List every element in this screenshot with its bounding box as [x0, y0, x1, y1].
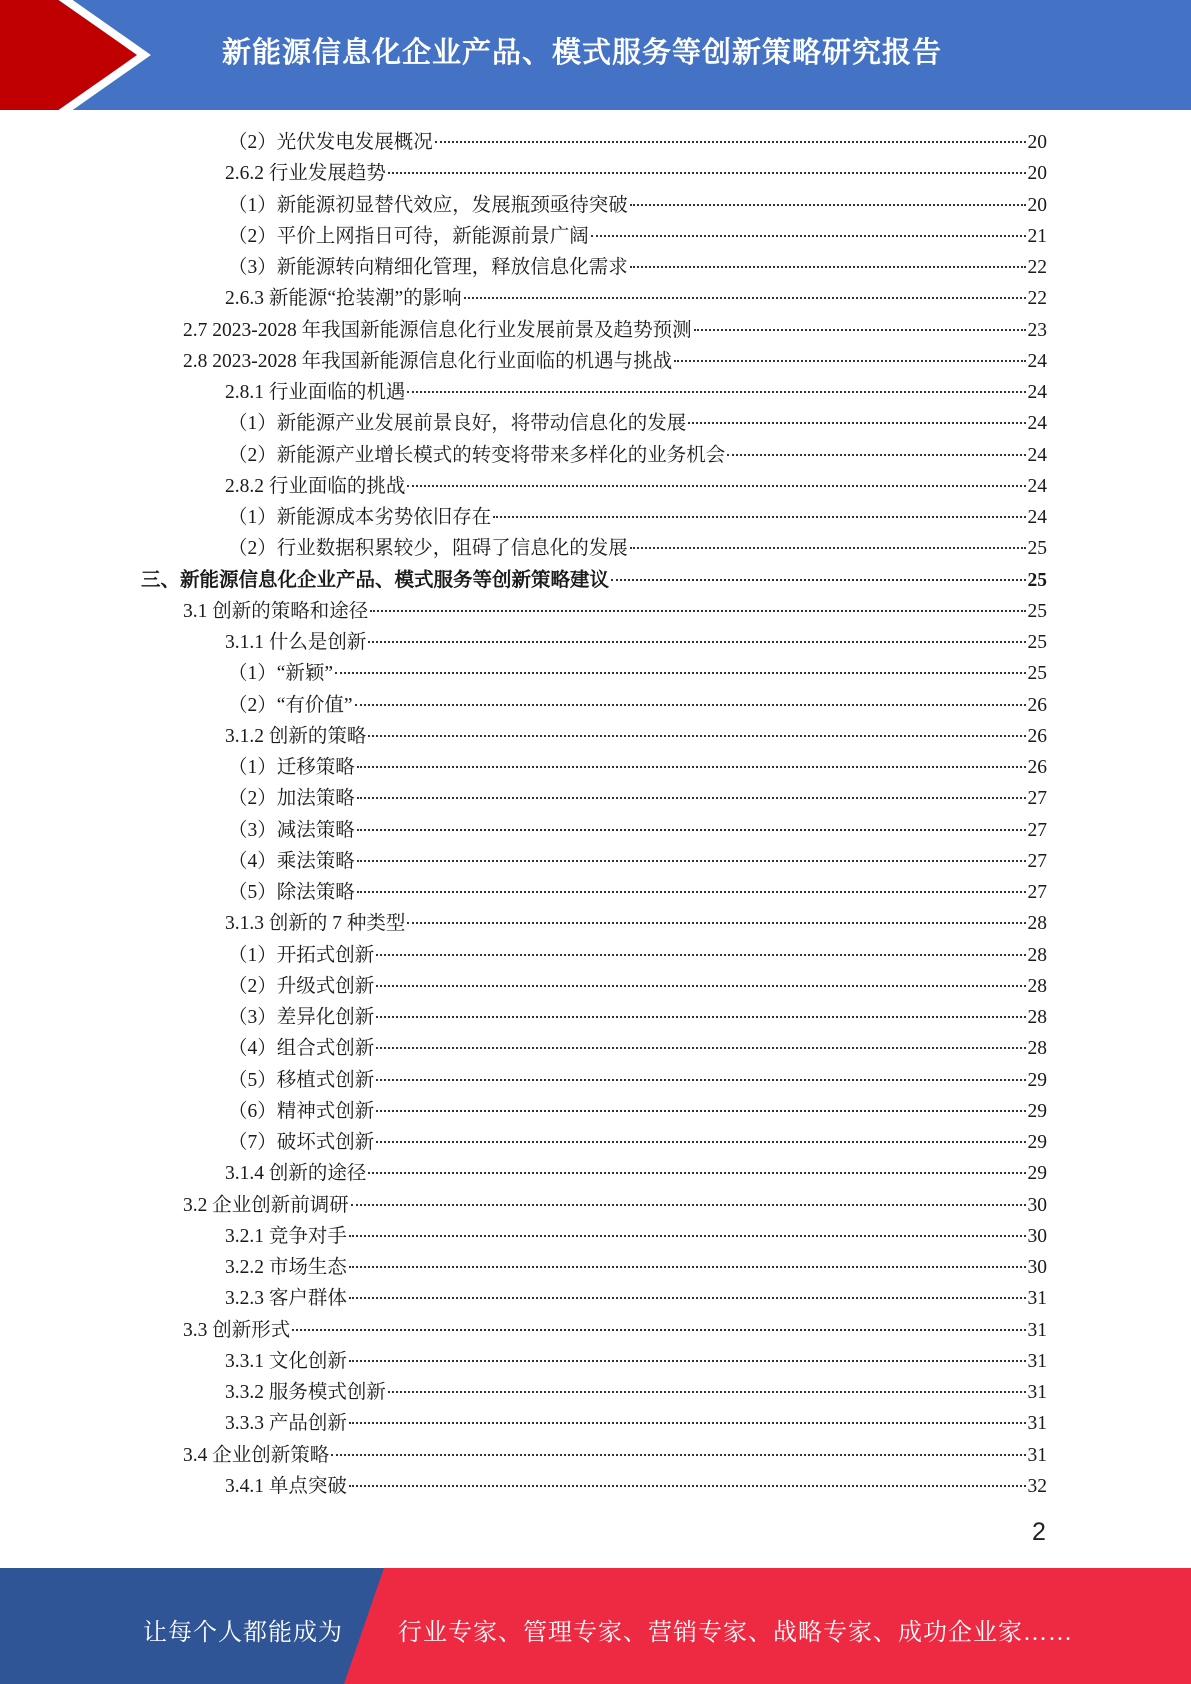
toc-entry-label: （2）新能源产业增长模式的转变将带来多样化的业务机会 — [228, 444, 726, 466]
toc-entry[interactable] — [0, 752, 1191, 783]
toc-dot-leader — [355, 704, 1026, 706]
toc-entry-page: 27 — [1027, 788, 1047, 810]
toc-dot-leader — [435, 141, 1026, 143]
toc-entry-label: （3）差异化创新 — [228, 1007, 375, 1028]
toc-entry-page: 32 — [1027, 1475, 1047, 1497]
toc-entry-label: （4）乘法策略 — [228, 850, 355, 872]
toc-dot-leader — [335, 672, 1025, 674]
toc-entry-page: 28 — [1027, 975, 1047, 997]
toc-entry[interactable] — [0, 627, 1191, 658]
toc-entry[interactable] — [0, 190, 1191, 221]
toc-entry-label: （6）精神式创新 — [228, 1100, 375, 1122]
toc-entry-label: （1）开拓式创新 — [228, 944, 375, 966]
toc-entry-page: 28 — [1027, 944, 1047, 966]
toc-entry[interactable] — [0, 1002, 1191, 1033]
page-footer — [0, 1568, 1191, 1684]
toc-dot-leader — [357, 860, 1026, 862]
toc-entry-page: 29 — [1027, 1163, 1047, 1185]
toc-entry-label: 3.1.4 创新的途径 — [225, 1163, 367, 1185]
toc-entry-page: 31 — [1027, 1444, 1047, 1466]
toc-entry-page: 27 — [1027, 882, 1047, 903]
toc-entry[interactable] — [0, 877, 1191, 908]
toc-entry-label: （1）新能源产业发展前景良好，将带动信息化的发展 — [228, 413, 687, 435]
toc-entry-label: （1）新能源初显替代效应，发展瓶颈亟待突破 — [228, 194, 628, 216]
toc-dot-leader — [630, 266, 1026, 268]
toc-entry[interactable] — [0, 346, 1191, 377]
toc-entry[interactable] — [0, 1221, 1191, 1252]
toc-dot-leader — [611, 579, 1025, 581]
toc-entry-label: （7）破坏式创新 — [228, 1132, 375, 1153]
toc-entry[interactable] — [0, 815, 1191, 846]
toc-entry-label: （2）光伏发电发展概况 — [228, 132, 433, 153]
toc-entry[interactable] — [0, 440, 1191, 471]
toc-entry-label: （3）新能源转向精细化管理，释放信息化需求 — [228, 257, 628, 278]
toc-entry[interactable] — [0, 846, 1191, 877]
toc-dot-leader — [727, 454, 1025, 456]
toc-entry[interactable] — [0, 252, 1191, 283]
toc-entry-label: 3.2.2 市场生态 — [225, 1257, 347, 1278]
toc-entry-page: 25 — [1027, 538, 1047, 560]
toc-entry-page: 23 — [1027, 319, 1047, 341]
toc-entry-label: 三、新能源信息化企业产品、模式服务等创新策略建议 — [141, 569, 610, 591]
toc-entry-page: 20 — [1027, 163, 1047, 185]
chevron-arrow-icon — [0, 0, 160, 110]
toc-entry[interactable] — [0, 658, 1191, 689]
toc-entry[interactable] — [0, 471, 1191, 502]
toc-entry[interactable] — [0, 1127, 1191, 1158]
toc-entry-label: （4）组合式创新 — [228, 1038, 375, 1060]
toc-entry-label: （2）升级式创新 — [228, 975, 375, 997]
toc-entry[interactable] — [0, 127, 1191, 158]
toc-dot-leader — [357, 829, 1026, 831]
toc-dot-leader — [376, 1110, 1025, 1112]
toc-entry-page: 20 — [1027, 194, 1047, 216]
toc-entry[interactable] — [0, 1252, 1191, 1283]
toc-entry-page: 31 — [1027, 1288, 1047, 1310]
toc-entry-page: 31 — [1027, 1350, 1047, 1372]
toc-dot-leader — [349, 1266, 1026, 1268]
toc-entry-label: 2.8 2023-2028 年我国新能源信息化行业面临的机遇与挑战 — [183, 350, 673, 372]
toc-entry-page: 24 — [1027, 444, 1047, 466]
toc-entry-label: 3.4 企业创新策略 — [183, 1444, 330, 1466]
toc-entry[interactable] — [0, 1377, 1191, 1408]
toc-dot-leader — [407, 391, 1025, 393]
toc-entry-page: 22 — [1027, 257, 1047, 278]
footer-slogan-left: 让每个人都能成为 — [143, 1620, 343, 1646]
toc-entry-label: 2.8.1 行业面临的机遇 — [225, 382, 406, 403]
toc-dot-leader — [368, 641, 1025, 643]
toc-entry-label: 3.3 创新形式 — [183, 1319, 291, 1341]
toc-entry-label: 2.8.2 行业面临的挑战 — [225, 475, 406, 497]
toc-dot-leader — [688, 422, 1025, 424]
toc-entry-page: 26 — [1027, 725, 1047, 747]
toc-entry[interactable] — [0, 1065, 1191, 1096]
toc-entry[interactable] — [0, 1471, 1191, 1502]
page-number: 2 — [1032, 1518, 1046, 1546]
toc-entry-page: 30 — [1027, 1257, 1047, 1278]
toc-entry-label: 3.2.3 客户群体 — [225, 1288, 347, 1310]
toc-dot-leader — [368, 735, 1025, 737]
toc-entry[interactable] — [0, 971, 1191, 1002]
toc-dot-leader — [349, 1235, 1026, 1237]
toc-entry[interactable] — [0, 908, 1191, 939]
toc-entry-label: 2.7 2023-2028 年我国新能源信息化行业发展前景及趋势预测 — [183, 319, 692, 341]
toc-entry-label: （2）“有价值” — [228, 694, 353, 716]
toc-dot-leader — [493, 516, 1025, 518]
toc-entry-label: 2.6.3 新能源“抢装潮”的影响 — [225, 288, 462, 310]
toc-entry[interactable] — [0, 1346, 1191, 1377]
toc-dot-leader — [368, 1172, 1025, 1174]
toc-entry-label: （5）移植式创新 — [228, 1069, 375, 1091]
toc-entry[interactable] — [0, 565, 1191, 596]
toc-entry[interactable] — [0, 533, 1191, 564]
toc-dot-leader — [407, 922, 1025, 924]
toc-dot-leader — [357, 766, 1026, 768]
toc-dot-leader — [630, 547, 1026, 549]
toc-entry-page: 21 — [1027, 225, 1047, 247]
toc-entry-page: 31 — [1027, 1382, 1047, 1403]
toc-entry-label: 2.6.2 行业发展趋势 — [225, 163, 386, 185]
toc-dot-leader — [376, 1141, 1025, 1143]
toc-dot-leader — [349, 1422, 1026, 1424]
toc-entry-label: 3.3.2 服务模式创新 — [225, 1382, 386, 1403]
toc-entry-label: （1）迁移策略 — [228, 757, 355, 778]
toc-entry[interactable] — [0, 158, 1191, 189]
toc-entry-page: 24 — [1027, 507, 1047, 528]
toc-dot-leader — [591, 235, 1026, 237]
toc-entry-label: 3.3.1 文化创新 — [225, 1350, 347, 1372]
toc-entry-label: （3）减法策略 — [228, 819, 355, 841]
toc-entry-label: 3.1.1 什么是创新 — [225, 632, 367, 653]
toc-entry-page: 22 — [1027, 288, 1047, 310]
toc-entry[interactable] — [0, 502, 1191, 533]
toc-entry-page: 24 — [1027, 413, 1047, 435]
toc-entry[interactable] — [0, 1408, 1191, 1439]
toc-entry-page: 31 — [1027, 1413, 1047, 1435]
toc-entry-page: 29 — [1027, 1100, 1047, 1122]
toc-entry-label: 3.3.3 产品创新 — [225, 1413, 347, 1435]
toc-dot-leader — [407, 485, 1025, 487]
toc-dot-leader — [630, 204, 1026, 206]
toc-entry-page: 24 — [1027, 475, 1047, 497]
toc-entry-page: 27 — [1027, 850, 1047, 872]
toc-dot-leader — [376, 985, 1025, 987]
toc-entry-label: 3.2.1 竞争对手 — [225, 1225, 347, 1247]
toc-entry[interactable] — [0, 721, 1191, 752]
toc-entry-label: （2）行业数据积累较少，阻碍了信息化的发展 — [228, 538, 628, 560]
toc-entry-label: （1）新能源成本劣势依旧存在 — [228, 507, 492, 528]
toc-entry-page: 25 — [1027, 663, 1047, 685]
toc-dot-leader — [464, 297, 1026, 299]
toc-dot-leader — [376, 1016, 1025, 1018]
toc-entry-label: （1）“新颖” — [228, 663, 334, 685]
toc-dot-leader — [674, 360, 1025, 362]
toc-entry-page: 25 — [1027, 600, 1047, 622]
toc-entry[interactable] — [0, 315, 1191, 346]
toc-entry-label: 3.1 创新的策略和途径 — [183, 600, 369, 622]
toc-entry-page: 30 — [1027, 1225, 1047, 1247]
toc-entry[interactable] — [0, 940, 1191, 971]
toc-entry-page: 25 — [1027, 632, 1047, 653]
toc-entry-page: 25 — [1027, 569, 1047, 591]
toc-entry[interactable] — [0, 690, 1191, 721]
toc-entry-label: 3.1.3 创新的 7 种类型 — [225, 913, 406, 935]
toc-entry[interactable] — [0, 783, 1191, 814]
toc-entry[interactable] — [0, 221, 1191, 252]
toc-dot-leader — [370, 610, 1025, 612]
toc-dot-leader — [376, 1079, 1025, 1081]
toc-entry[interactable] — [0, 596, 1191, 627]
toc-entry-page: 30 — [1027, 1194, 1047, 1216]
toc-dot-leader — [331, 1454, 1025, 1456]
toc-entry[interactable] — [0, 283, 1191, 314]
toc-dot-leader — [694, 329, 1026, 331]
toc-entry-page: 27 — [1027, 819, 1047, 841]
toc-entry-page: 26 — [1027, 757, 1047, 778]
toc-dot-leader — [357, 891, 1026, 893]
toc-entry-page: 29 — [1027, 1132, 1047, 1153]
toc-entry[interactable] — [0, 1440, 1191, 1471]
toc-entry-label: 3.4.1 单点突破 — [225, 1475, 347, 1497]
toc-entry-page: 28 — [1027, 1007, 1047, 1028]
toc-entry-page: 24 — [1027, 382, 1047, 403]
toc-entry[interactable] — [0, 1190, 1191, 1221]
toc-entry[interactable] — [0, 1283, 1191, 1314]
toc-entry-label: 3.1.2 创新的策略 — [225, 725, 367, 747]
toc-entry-page: 20 — [1027, 132, 1047, 153]
toc-dot-leader — [349, 1485, 1026, 1487]
toc-entry[interactable] — [0, 408, 1191, 439]
toc-entry[interactable] — [0, 1158, 1191, 1189]
toc-entry-page: 26 — [1027, 694, 1047, 716]
toc-entry-page: 28 — [1027, 1038, 1047, 1060]
table-of-contents — [0, 127, 1191, 1502]
toc-entry[interactable] — [0, 1096, 1191, 1127]
toc-dot-leader — [376, 954, 1025, 956]
toc-entry-page: 24 — [1027, 350, 1047, 372]
toc-dot-leader — [357, 797, 1026, 799]
toc-entry-label: （5）除法策略 — [228, 882, 355, 903]
toc-dot-leader — [292, 1329, 1025, 1331]
toc-entry-label: 3.2 企业创新前调研 — [183, 1194, 349, 1216]
toc-dot-leader — [349, 1360, 1026, 1362]
toc-entry-page: 29 — [1027, 1069, 1047, 1091]
header-title: 新能源信息化企业产品、模式服务等创新策略研究报告 — [222, 35, 943, 69]
footer-slogan-right: 行业专家、管理专家、营销专家、战略专家、成功企业家…… — [398, 1620, 1073, 1646]
page-header — [0, 0, 1191, 110]
toc-dot-leader — [388, 1391, 1026, 1393]
toc-dot-leader — [351, 1204, 1026, 1206]
toc-entry-page: 31 — [1027, 1319, 1047, 1341]
toc-dot-leader — [388, 172, 1026, 174]
toc-entry[interactable] — [0, 1033, 1191, 1064]
toc-entry-label: （2）加法策略 — [228, 788, 355, 810]
toc-entry[interactable] — [0, 1315, 1191, 1346]
toc-entry[interactable] — [0, 377, 1191, 408]
toc-dot-leader — [349, 1297, 1026, 1299]
toc-dot-leader — [376, 1047, 1025, 1049]
toc-entry-page: 28 — [1027, 913, 1047, 935]
toc-entry-label: （2）平价上网指日可待，新能源前景广阔 — [228, 225, 589, 247]
